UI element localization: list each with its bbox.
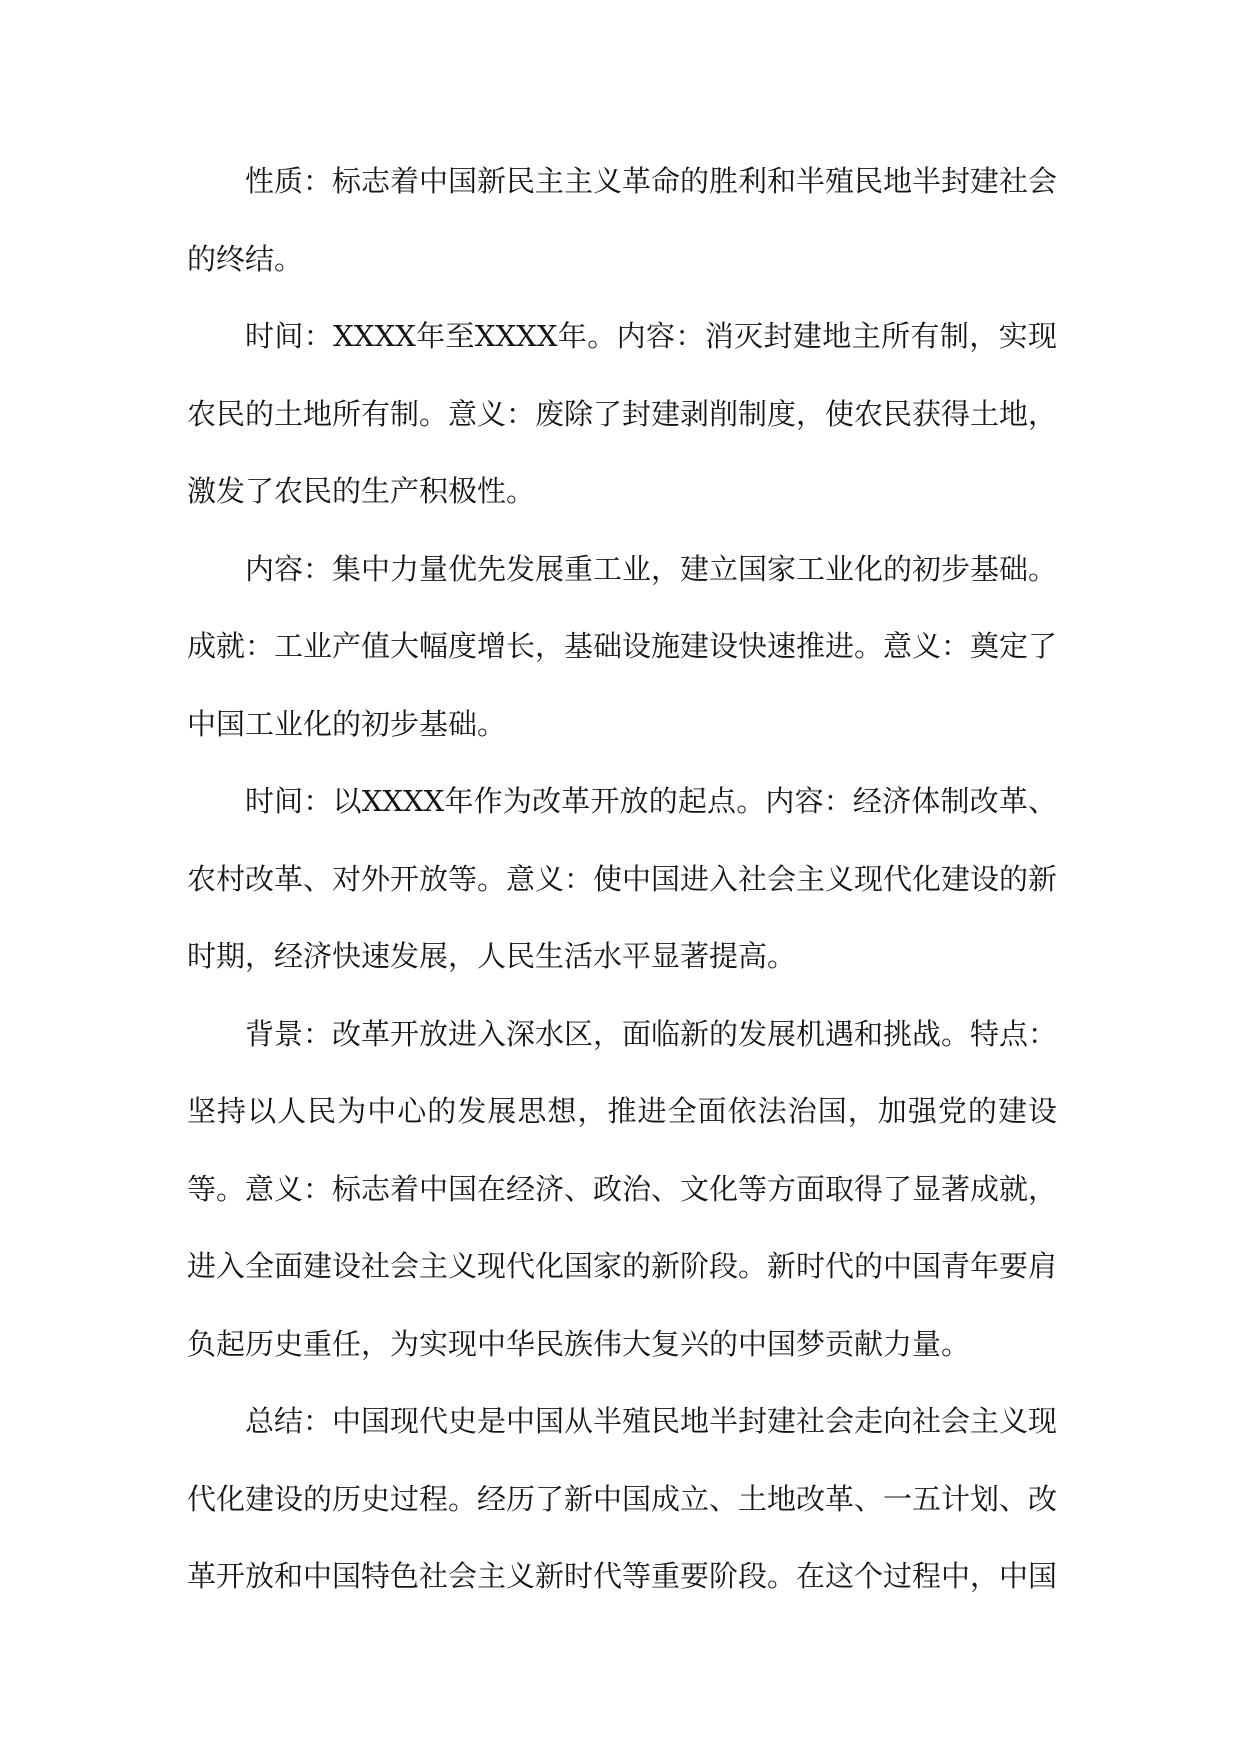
paragraph-five-year-plan: 内容：集中力量优先发展重工业，建立国家工业化的初步基础。成就：工业产值大幅度增长，基础设施建设快速推进。意义：奠定了中国工业化的初步基础。 bbox=[187, 551, 1058, 741]
paragraph-reform-opening: 时间：以XXXX年作为改革开放的起点。内容：经济体制改革、农村改革、对外开放等。意义：使中国进入社会主义现代化建设的新时期，经济快速发展，人民生活水平显著提高。 bbox=[187, 784, 1058, 973]
paragraph-nature: 性质：标志着中国新民主主义革命的胜利和半殖民地半封建社会的终结。 bbox=[187, 164, 1058, 276]
document-body bbox=[187, 143, 1057, 1616]
paragraph-summary: 总结：中国现代史是中国从半殖民地半封建社会走向社会主义现代化建设的历史过程。经历了新中国成立、土地改革、一五计划、改革开放和中国特色社会主义新时代等重要阶段。在这个过程中，中国 bbox=[187, 1404, 1058, 1593]
paragraph-land-reform: 时间：XXXX年至XXXX年。内容：消灭封建地主所有制，实现农民的土地所有制。意义：废除了封建剥削制度，使农民获得土地，激发了农民的生产积极性。 bbox=[187, 319, 1058, 508]
paragraph-new-era: 背景：改革开放进入深水区，面临新的发展机遇和挑战。特点：坚持以人民为中心的发展思想，推进全面依法治国，加强党的建设等。意义：标志着中国在经济、政治、文化等方面取得了显著成就，进入全面建设社会主义现代化国家的新阶段。新时代的中国青年要肩负起历史重任，为实现中华民族伟大复兴的中国梦贡献力量。 bbox=[187, 1016, 1058, 1361]
